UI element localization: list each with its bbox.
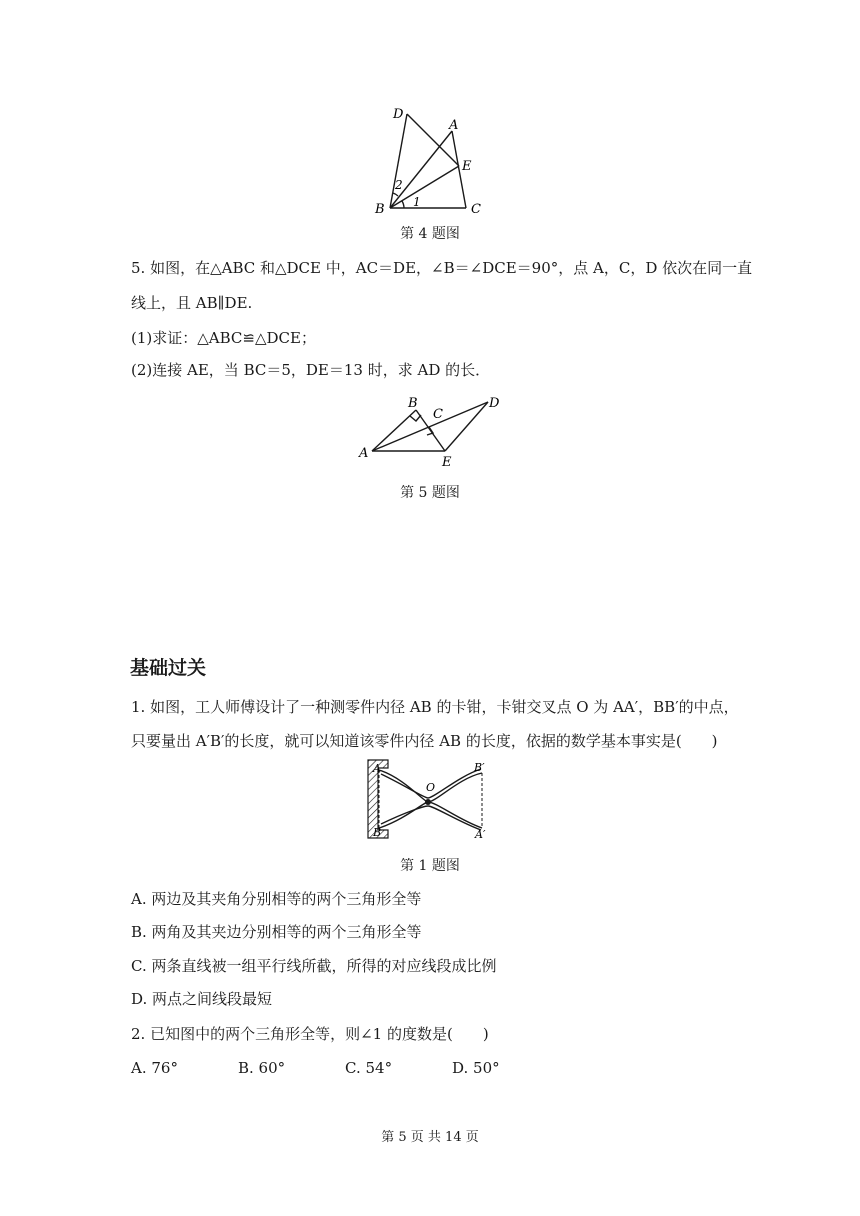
fig5-label-b: B [408, 396, 418, 411]
fig1-label-a-prime: A′ [475, 828, 486, 841]
fig5-label-a: A [359, 446, 369, 461]
q1-option-d: D. 两点之间线段最短 [131, 990, 273, 1008]
q2-option-d: D. 50° [452, 1059, 500, 1077]
q2-option-a: A. 76° [131, 1059, 178, 1077]
fig1-label-b: B [373, 826, 382, 839]
fig5-label-e: E [442, 455, 452, 470]
figure-4-diagram [368, 100, 498, 220]
fig4-angle-1: 1 [413, 195, 421, 209]
figure-4-caption: 第 4 题图 [400, 226, 460, 242]
q1-option-a: A. 两边及其夹角分别相等的两个三角形全等 [131, 890, 422, 908]
q1-line-2: 只要量出 A′B′的长度，就可以知道该零件内径 AB 的长度，依据的数学基本事实是( ) [131, 732, 718, 750]
q1-line-1: 1. 如图，工人师傅设计了一种测零件内径 AB 的卡钳，卡钳交叉点 O 为 AA′，BB′的中点， [131, 698, 739, 716]
page-footer: 第 5 页 共 14 页 [381, 1130, 479, 1145]
q5-part-1: (1)求证：△ABC≌△DCE； [131, 329, 316, 347]
fig4-label-a: A [449, 118, 459, 133]
figure-1-caption: 第 1 题图 [400, 858, 460, 874]
figure-5-caption: 第 5 题图 [400, 485, 460, 501]
q1-option-b: B. 两角及其夹边分别相等的两个三角形全等 [131, 923, 422, 941]
q1-option-c: C. 两条直线被一组平行线所截，所得的对应线段成比例 [131, 957, 497, 975]
section-title: 基础过关 [130, 657, 207, 679]
fig4-angle-2: 2 [395, 178, 403, 192]
q2-text: 2. 已知图中的两个三角形全等，则∠1 的度数是( ) [131, 1025, 489, 1043]
fig5-label-d: D [489, 396, 500, 411]
figure-5-diagram [355, 392, 510, 472]
fig1-label-o: O [426, 781, 436, 794]
fig4-label-d: D [393, 107, 404, 122]
q2-option-b: B. 60° [238, 1059, 286, 1077]
fig1-label-b-prime: B′ [474, 761, 485, 774]
fig4-label-b: B [375, 202, 385, 217]
q5-line-1: 5. 如图，在△ABC 和△DCE 中，AC＝DE，∠B＝∠DCE＝90°，点 A，C，D 依次在同一直 [131, 259, 753, 277]
fig4-label-c: C [471, 202, 481, 217]
q5-part-2: (2)连接 AE，当 BC＝5，DE＝13 时，求 AD 的长． [131, 361, 491, 379]
fig5-label-c: C [433, 407, 443, 422]
fig1-label-a: A [373, 762, 381, 775]
q2-option-c: C. 54° [345, 1059, 393, 1077]
figure-1-diagram [364, 758, 504, 848]
fig4-label-e: E [462, 159, 472, 174]
q5-line-2: 线上，且 AB∥DE. [131, 294, 253, 312]
